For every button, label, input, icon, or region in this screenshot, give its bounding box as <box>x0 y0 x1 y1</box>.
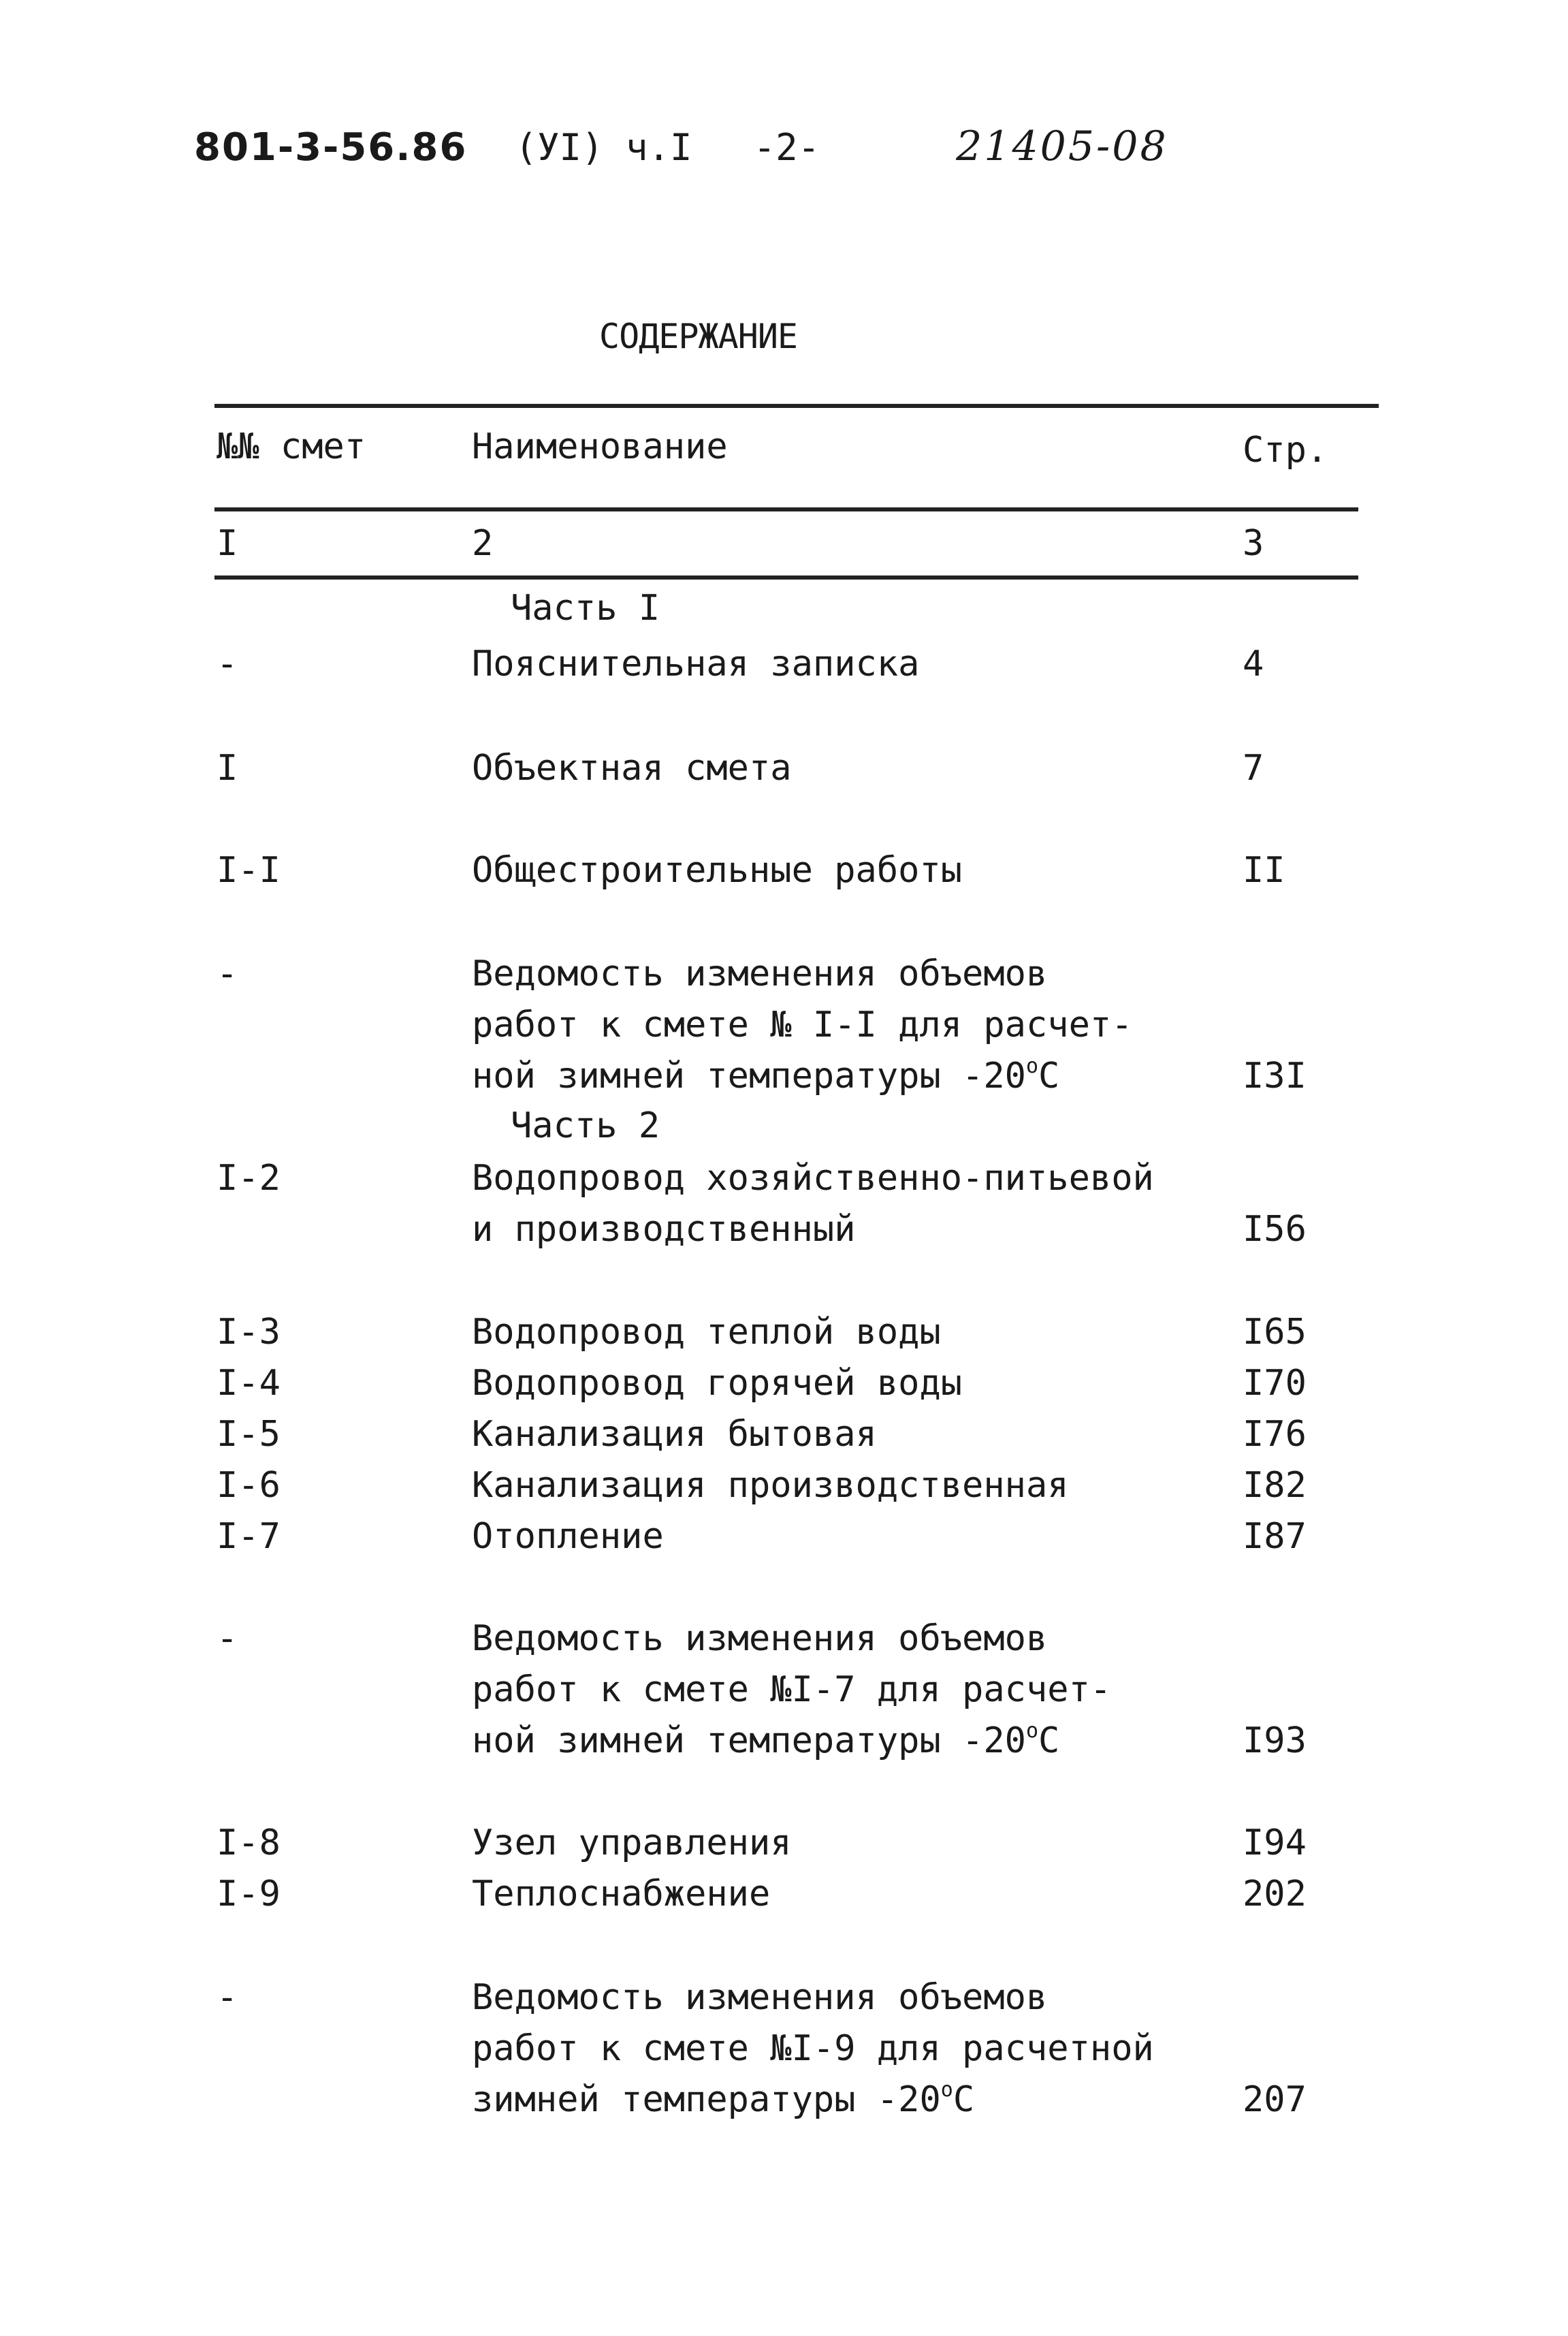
row-name-line <box>472 1715 1059 1767</box>
row-name: Водопровод горячей воды <box>472 1363 963 1404</box>
row-name: Водопровод теплой воды <box>472 1312 941 1353</box>
row-num: I-5 <box>217 1414 281 1455</box>
row-name: Пояснительная записка <box>472 644 920 684</box>
row-name: Канализация производственная <box>472 1465 1069 1506</box>
row-page: I65 <box>1243 1312 1307 1353</box>
column-header-page: Стр. <box>1243 430 1328 471</box>
row-page: I94 <box>1243 1822 1307 1863</box>
row-name: Теплоснабжение <box>472 1874 771 1914</box>
section-heading-part2: Часть 2 <box>511 1105 660 1146</box>
column-number-num: I <box>217 523 238 564</box>
row-name: Отопление <box>472 1516 664 1557</box>
row-name-line: Ведомость изменения объемов <box>472 1977 1048 2018</box>
row-name-line: работ к смете №I-7 для расчет- <box>472 1669 1112 1710</box>
row-page: 202 <box>1243 1874 1307 1914</box>
temperature-unit: С <box>1038 1056 1060 1096</box>
row-name: Канализация бытовая <box>472 1414 877 1455</box>
row-num: I-7 <box>217 1516 281 1557</box>
row-name-line: работ к смете №I-9 для расчетной <box>472 2028 1154 2069</box>
row-name-line: Ведомость изменения объемов <box>472 1618 1048 1659</box>
row-page: I87 <box>1243 1516 1307 1557</box>
row-name-line: и производственный <box>472 1209 856 1250</box>
degree-mark: o <box>1025 1054 1039 1078</box>
row-page: 207 <box>1243 2079 1307 2120</box>
row-num: I-6 <box>217 1465 281 1506</box>
row-name: Объектная смета <box>472 748 792 789</box>
row-name-text: ной зимней температуры -20 <box>472 1720 1026 1761</box>
row-num: - <box>217 644 238 684</box>
row-num: - <box>217 1618 238 1659</box>
row-num: - <box>217 953 238 994</box>
row-num: I-2 <box>217 1158 281 1199</box>
row-page: I70 <box>1243 1363 1307 1404</box>
row-name-line: Водопровод хозяйственно-питьевой <box>472 1158 1154 1199</box>
document-code: 801-3-56.86 <box>194 125 468 170</box>
row-name-text: зимней температуры -20 <box>472 2079 941 2120</box>
temperature-unit: С <box>1038 1720 1060 1761</box>
row-name-line: работ к смете № I-I для расчет- <box>472 1005 1133 1045</box>
row-num: - <box>217 1977 238 2018</box>
handwritten-number: 21405-08 <box>956 123 1168 170</box>
row-num: I-8 <box>217 1822 281 1863</box>
column-header-name: Наименование <box>472 426 728 467</box>
header-bottom-rule <box>214 507 1358 511</box>
column-numbers-rule <box>214 575 1358 580</box>
row-num: I <box>217 748 238 789</box>
page-title: СОДЕРЖАНИЕ <box>599 317 798 356</box>
row-name-line: Ведомость изменения объемов <box>472 953 1048 994</box>
degree-mark: o <box>940 2078 953 2102</box>
row-page: I76 <box>1243 1414 1307 1455</box>
row-name-text: ной зимней температуры -20 <box>472 1056 1026 1096</box>
row-name: Узел управления <box>472 1822 792 1863</box>
column-number-page: 3 <box>1243 523 1264 564</box>
row-page: II <box>1243 850 1285 891</box>
section-heading-part1: Часть I <box>511 588 660 629</box>
column-number-name: 2 <box>472 523 494 564</box>
row-page: I82 <box>1243 1465 1307 1506</box>
row-name: Общестроительные работы <box>472 850 963 891</box>
row-num: I-I <box>217 850 281 891</box>
degree-mark: o <box>1025 1719 1039 1743</box>
document-header <box>194 123 1168 170</box>
page-number: -2- <box>753 126 820 169</box>
volume-part: (УI) ч.I <box>515 126 692 169</box>
row-page: 4 <box>1243 644 1264 684</box>
row-page: I3I <box>1243 1056 1307 1096</box>
column-header-num: №№ смет <box>217 426 366 467</box>
temperature-unit: С <box>953 2079 975 2120</box>
row-num: I-3 <box>217 1312 281 1353</box>
row-page: 7 <box>1243 748 1264 789</box>
table-top-rule <box>214 404 1379 408</box>
row-page: I56 <box>1243 1209 1307 1250</box>
row-num: I-4 <box>217 1363 281 1404</box>
row-num: I-9 <box>217 1874 281 1914</box>
row-name-line <box>472 1050 1059 1102</box>
row-name-line <box>472 2074 974 2126</box>
row-page: I93 <box>1243 1720 1307 1761</box>
